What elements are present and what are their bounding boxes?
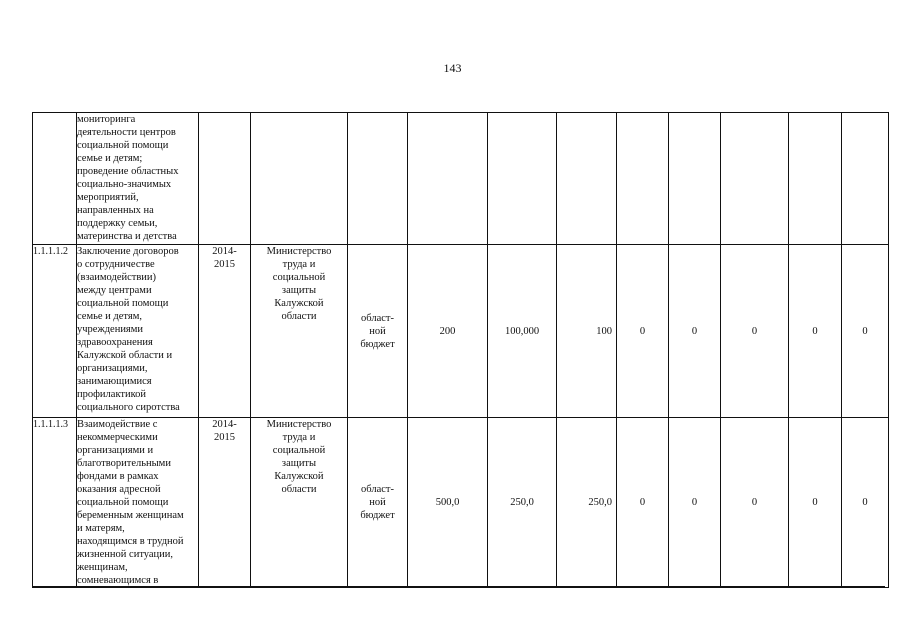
funding-value-cell: 0 [842,245,889,418]
description-line: Калужской области и [77,350,173,361]
executor-line: социальной [272,272,326,283]
description-line: оказания адресной [77,484,161,495]
years-line: 2015 [214,259,235,270]
description-line: семье и детям; [77,153,143,164]
description-line: занимающимися [77,376,152,387]
funding-value-cell: 0 [789,418,842,588]
years-line: 2014- [212,419,237,430]
funding-value-cell: 0 [721,418,789,588]
description-line: мероприятий, [77,192,139,203]
row-number: 1.1.1.1.2 [33,245,77,418]
description-line: женщинам, [77,562,128,573]
funding-value-cell: 200 [408,245,488,418]
funding-value-cell [721,113,789,245]
description-line: направленных на [77,205,154,216]
executor-line: социальной [272,445,326,456]
funding-value-cell: 0 [617,245,669,418]
funding-source-line: бюджет [360,338,395,350]
description-line: семье и детям, [77,311,142,322]
description-line: социальной помощи [77,497,169,508]
funding-value-cell: 0 [669,418,721,588]
funding-value-cell [557,113,617,245]
funding-value-cell: 0 [669,245,721,418]
description-line: благотворительными [77,458,171,469]
executor-line: защиты [281,458,317,469]
funding-value-cell: 500,0 [408,418,488,588]
funding-source-line: област- [361,484,394,495]
activity-description [77,245,199,418]
funding-source-line: ной [369,325,386,337]
funding-value-cell: 100 [557,245,617,418]
funding-value-cell: 250,0 [557,418,617,588]
executor-line: Министерство [266,419,332,430]
description-line: поддержку семьи, [77,218,158,229]
activity-description [77,113,199,245]
description-line: социальной помощи [77,140,169,151]
description-line: мониторинга [77,114,136,125]
description-line: некоммерческими [77,432,158,443]
description-line: жизненной ситуации, [77,549,174,560]
description-line: Заключение договоров [77,246,179,257]
funding-value-cell [488,113,557,245]
row-number: 1.1.1.1.3 [33,418,77,588]
executor [251,418,348,588]
description-line: Взаимодействие с [77,419,158,430]
table-row [33,245,889,418]
funding-value-cell: 0 [721,245,789,418]
description-line: профилактикой [77,389,147,400]
executor [251,113,348,245]
executor-line: Министерство [266,246,332,257]
funding-source [348,113,408,245]
description-line: здравоохранения [77,337,153,348]
funding-value-cell: 250,0 [488,418,557,588]
table-row [33,418,889,588]
description-line: находящимся в трудной [77,536,184,547]
description-line: деятельности центров [77,127,176,138]
funding-value-cell [789,113,842,245]
description-line: социально-значимых [77,179,172,190]
funding-value-cell: 0 [789,245,842,418]
description-line: о сотрудничестве [77,259,155,270]
description-line: и матерям, [77,523,125,534]
executor-line: труда и [282,259,316,270]
funding-value-cell [617,113,669,245]
executor-line: области [281,311,317,322]
funding-source [348,245,408,418]
table-bottom-rule [32,586,885,587]
funding-value-cell: 0 [617,418,669,588]
funding-value-cell [842,113,889,245]
description-line: между центрами [77,285,152,296]
funding-value-cell [669,113,721,245]
description-line: сомневающимся в [77,575,159,586]
program-table [32,112,889,588]
description-line: учреждениями [77,324,144,335]
executor [251,245,348,418]
executor-line: защиты [281,285,317,296]
executor-line: труда и [282,432,316,443]
implementation-years [199,245,251,418]
description-line: организациями и [77,445,154,456]
page-number: 143 [443,61,462,75]
implementation-years [199,113,251,245]
table-row [33,113,889,245]
implementation-years [199,418,251,588]
years-line: 2014- [212,246,237,257]
funding-source-line: област- [361,312,394,324]
funding-value-cell: 0 [842,418,889,588]
funding-source-line: бюджет [360,510,395,521]
description-line: организациями, [77,363,148,374]
description-line: социального сиротства [77,402,180,413]
funding-source-line: ной [369,497,386,508]
description-line: проведение областных [77,166,179,177]
activity-description [77,418,199,588]
funding-value-cell: 100,000 [488,245,557,418]
description-line: социальной помощи [77,298,169,309]
funding-value-cell [408,113,488,245]
description-line: фондами в рамках [77,471,159,482]
funding-source [348,418,408,588]
description-line: беременным женщинам [77,510,184,521]
description-line: материнства и детства [77,231,177,242]
description-line: (взаимодействии) [77,272,157,283]
row-number [33,113,77,245]
years-line: 2015 [214,432,235,443]
executor-line: Калужской [274,298,324,309]
executor-line: области [281,484,317,495]
executor-line: Калужской [274,471,324,482]
